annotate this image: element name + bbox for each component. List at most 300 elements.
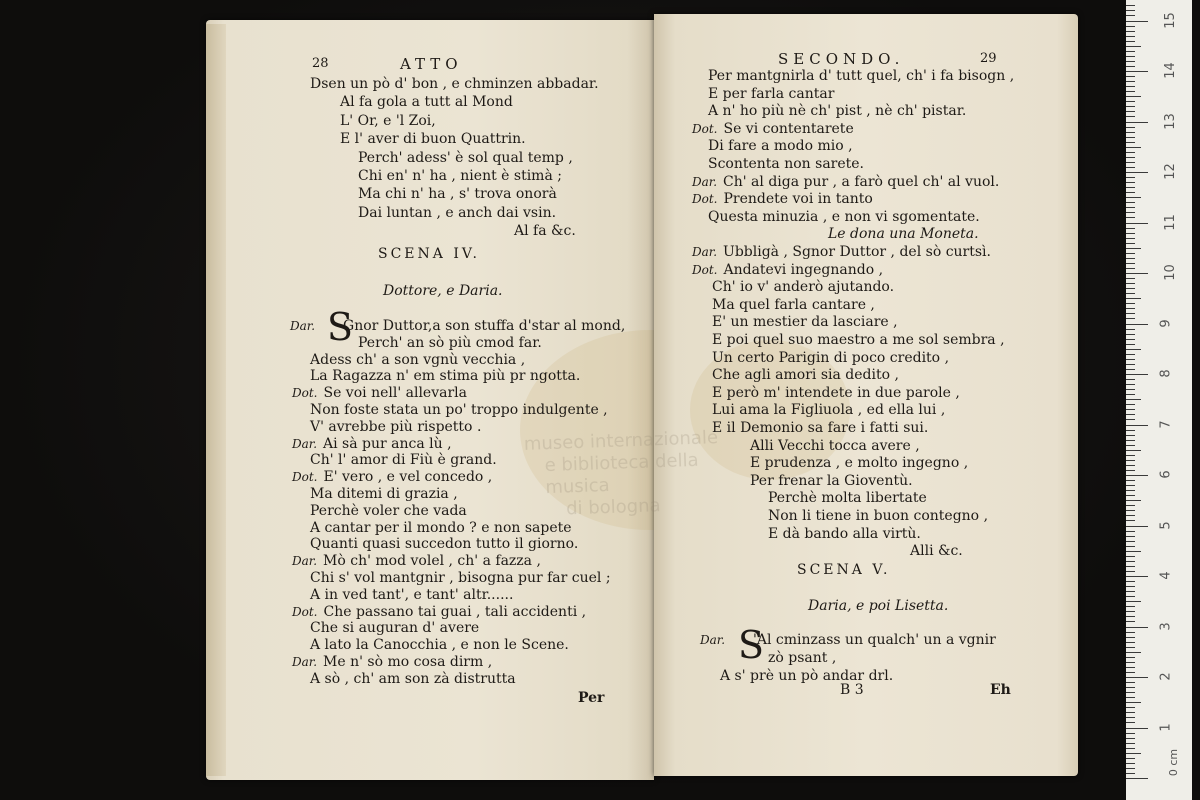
text-line bbox=[310, 587, 513, 603]
line-text: Di fare a modo mio , bbox=[708, 138, 853, 155]
ruler-tick bbox=[1126, 167, 1135, 168]
ruler-tick bbox=[1126, 157, 1135, 158]
text-line bbox=[310, 352, 525, 368]
ruler-tick bbox=[1126, 364, 1135, 365]
line-text: A cantar per il mondo ? e non sapete bbox=[310, 519, 572, 536]
ruler-number: 9 bbox=[1158, 318, 1174, 328]
ruler-tick bbox=[1126, 76, 1135, 77]
ruler-number: 3 bbox=[1158, 621, 1174, 631]
text-line bbox=[692, 191, 873, 207]
text-line bbox=[310, 520, 572, 536]
line-text: Non foste stata un po' troppo indulgente , bbox=[310, 402, 608, 418]
ruler-tick bbox=[1126, 632, 1135, 633]
ruler-tick bbox=[1126, 142, 1135, 143]
line-text: Al fa gola a tutt al Mond bbox=[340, 94, 513, 111]
ruler-tick bbox=[1126, 753, 1141, 754]
text-line bbox=[292, 436, 452, 452]
text-line bbox=[768, 490, 927, 506]
text-line bbox=[708, 209, 980, 225]
ruler-tick bbox=[1126, 111, 1135, 112]
ruler-tick bbox=[1126, 490, 1135, 491]
ruler-tick bbox=[1126, 298, 1141, 299]
ruler-tick bbox=[1126, 510, 1135, 511]
ruler-tick bbox=[1126, 132, 1135, 133]
text-line bbox=[358, 168, 562, 184]
ruler-tick bbox=[1126, 440, 1135, 441]
speaker-label: Dot. bbox=[692, 262, 718, 277]
ruler-tick bbox=[1126, 182, 1135, 183]
ruler-tick bbox=[1126, 197, 1141, 198]
page-number-left: 28 bbox=[312, 56, 329, 71]
text-line bbox=[692, 262, 883, 278]
ruler-tick bbox=[1126, 187, 1135, 188]
measurement-ruler bbox=[1126, 0, 1192, 800]
ruler-tick bbox=[1126, 652, 1141, 653]
line-text: Perchè voler che vada bbox=[310, 502, 467, 519]
ruler-number: 11 bbox=[1162, 213, 1178, 231]
line-text: Per mantgnirla d' tutt quel, ch' i fa bisogn , bbox=[708, 68, 1015, 84]
ruler-tick bbox=[1126, 122, 1148, 123]
ruler-tick bbox=[1126, 374, 1148, 375]
ruler-tick bbox=[1126, 147, 1141, 148]
ruler-tick bbox=[1126, 445, 1135, 446]
ruler-tick bbox=[1126, 268, 1135, 269]
ruler-tick bbox=[1126, 465, 1135, 466]
line-text: A sò , ch' am son zà distrutta bbox=[310, 670, 516, 687]
speaker-label: Dar. bbox=[292, 655, 318, 669]
ruler-tick bbox=[1126, 667, 1135, 668]
text-line bbox=[712, 420, 928, 436]
ruler-tick bbox=[1126, 637, 1135, 638]
ruler-tick bbox=[1126, 505, 1135, 506]
line-text: Andatevi ingegnando , bbox=[723, 261, 884, 278]
ruler-tick bbox=[1126, 616, 1135, 617]
line-text: E per farla cantar bbox=[708, 85, 835, 102]
text-line bbox=[310, 536, 578, 552]
text-line bbox=[712, 385, 960, 401]
text-line bbox=[310, 452, 497, 468]
text-line bbox=[310, 76, 599, 92]
speaker-label: Dar. bbox=[692, 174, 718, 189]
ruler-tick bbox=[1126, 687, 1135, 688]
line-text: Chi s' vol mantgnir , bisogna pur far cuel ; bbox=[310, 570, 611, 586]
ruler-tick bbox=[1126, 495, 1135, 496]
ruler-tick bbox=[1126, 778, 1148, 779]
text-line bbox=[712, 314, 898, 330]
text-line bbox=[310, 503, 467, 519]
ruler-tick bbox=[1126, 359, 1135, 360]
text-line bbox=[712, 367, 899, 383]
line-text: E poi quel suo maestro a me sol sembra , bbox=[712, 332, 1005, 348]
ruler-tick bbox=[1126, 293, 1135, 294]
ruler-tick bbox=[1126, 379, 1135, 380]
line-text: Ch' al diga pur , a farò quel ch' al vuol. bbox=[723, 173, 1000, 190]
ruler-tick bbox=[1126, 238, 1135, 239]
ruler-tick bbox=[1126, 192, 1135, 193]
line-text: Che agli amori sia dedito , bbox=[712, 367, 899, 384]
ruler-tick bbox=[1126, 450, 1141, 451]
ruler-tick bbox=[1126, 172, 1148, 173]
line-text: Perch' an sò più cmod far. bbox=[358, 334, 542, 351]
ruler-tick bbox=[1126, 369, 1135, 370]
ruler-unit-label: 0 cm bbox=[1167, 748, 1181, 777]
ruler-tick bbox=[1126, 647, 1135, 648]
line-text: E prudenza , e molto ingegno , bbox=[750, 455, 969, 472]
ruler-number: 15 bbox=[1162, 11, 1178, 29]
text-line bbox=[692, 244, 991, 260]
text-line bbox=[708, 86, 834, 102]
text-line bbox=[708, 138, 853, 154]
ruler-tick bbox=[1126, 207, 1135, 208]
catchword-right: Eh bbox=[990, 682, 1011, 698]
ruler-tick bbox=[1126, 339, 1135, 340]
text-line bbox=[292, 654, 492, 670]
ruler-tick bbox=[1126, 15, 1135, 16]
line-text: 'Al cminzass un qualch' un a vgnir bbox=[753, 632, 996, 648]
ruler-tick bbox=[1126, 318, 1135, 319]
speaker-label: Dot. bbox=[692, 121, 718, 136]
speaker-label: Dot. bbox=[292, 470, 318, 485]
characters-right: Daria, e poi Lisetta. bbox=[808, 598, 949, 614]
ruler-tick bbox=[1126, 61, 1135, 62]
line-text: Ch' io v' anderò ajutando. bbox=[712, 279, 895, 296]
ruler-number: 12 bbox=[1162, 163, 1178, 180]
ruler-tick bbox=[1126, 31, 1135, 32]
text-line bbox=[708, 103, 966, 119]
ruler-tick bbox=[1126, 86, 1135, 87]
ruler-tick bbox=[1126, 329, 1135, 330]
text-line bbox=[708, 156, 864, 172]
ruler-tick bbox=[1126, 263, 1135, 264]
line-text: Ch' l' amor di Fiù è grand. bbox=[310, 452, 497, 469]
line-text: A lato la Canocchia , e non le Scene. bbox=[310, 637, 569, 654]
ruler-tick bbox=[1126, 748, 1135, 749]
line-text: E dà bando alla virtù. bbox=[768, 525, 921, 542]
text-line bbox=[310, 419, 481, 435]
text-line bbox=[910, 543, 963, 559]
text-line bbox=[828, 226, 979, 242]
ruler-tick bbox=[1126, 526, 1148, 527]
ruler-tick bbox=[1126, 248, 1141, 249]
line-text: Alli Vecchi tocca avere , bbox=[750, 437, 920, 454]
text-line bbox=[292, 553, 541, 569]
ruler-tick bbox=[1126, 217, 1135, 218]
line-text: E però m' intendete in due parole , bbox=[712, 384, 960, 401]
ruler-tick bbox=[1126, 682, 1135, 683]
ruler-number: 6 bbox=[1158, 470, 1174, 479]
ruler-tick bbox=[1126, 5, 1135, 6]
ruler-number: 13 bbox=[1162, 112, 1178, 130]
text-line bbox=[310, 486, 458, 502]
ruler-tick bbox=[1126, 389, 1135, 390]
speaker-label: Dar. bbox=[692, 245, 718, 259]
text-line bbox=[340, 94, 513, 110]
line-text: Adess ch' a son vgnù vecchia , bbox=[310, 351, 526, 368]
ruler-tick bbox=[1126, 475, 1148, 476]
ruler-tick bbox=[1126, 308, 1135, 309]
ruler-tick bbox=[1126, 611, 1135, 612]
text-line bbox=[310, 368, 580, 384]
ruler-tick bbox=[1126, 354, 1135, 355]
ruler-tick bbox=[1126, 738, 1135, 739]
speaker-label: Dar. bbox=[292, 554, 318, 569]
line-text: Gnor Duttor,a son stuffa d'star al mond, bbox=[343, 318, 626, 334]
ruler-tick bbox=[1126, 692, 1135, 693]
ruler-tick bbox=[1126, 717, 1135, 718]
running-head-left: ATTO bbox=[400, 55, 463, 73]
ruler-tick bbox=[1126, 520, 1135, 521]
watermark-line: museo internazionale bbox=[523, 427, 719, 455]
text-line bbox=[712, 297, 875, 313]
line-text: E' un mestier da lasciare , bbox=[712, 314, 898, 331]
line-text: Quanti quasi succedon tutto il giorno. bbox=[310, 536, 579, 553]
ruler-tick bbox=[1126, 586, 1135, 587]
line-text: E' vero , e vel concedo , bbox=[323, 469, 493, 486]
text-line bbox=[358, 150, 573, 166]
ruler-tick bbox=[1126, 71, 1148, 72]
line-text: Che si auguran d' avere bbox=[310, 620, 480, 637]
line-text: Al fa &c. bbox=[514, 223, 576, 240]
line-text: V' avrebbe più rispetto . bbox=[310, 418, 482, 435]
ruler-tick bbox=[1126, 10, 1135, 11]
text-line bbox=[340, 113, 436, 129]
ruler-tick bbox=[1126, 677, 1148, 678]
line-text: Ma chi n' ha , s' trova onorà bbox=[358, 186, 557, 203]
line-text: E l' aver di buon Quattrin. bbox=[340, 131, 526, 148]
ruler-tick bbox=[1126, 566, 1135, 567]
ruler-tick bbox=[1126, 96, 1141, 97]
ruler-tick bbox=[1126, 470, 1135, 471]
line-text: zò psant , bbox=[768, 650, 837, 666]
text-line bbox=[720, 668, 893, 684]
text-line bbox=[768, 508, 988, 524]
scene-title-left: SCENA IV. bbox=[378, 246, 480, 262]
speaker-label: Dot. bbox=[692, 192, 718, 207]
text-line bbox=[310, 620, 479, 636]
speaker-label: Dot. bbox=[292, 386, 318, 401]
line-text: Per frenar la Gioventù. bbox=[750, 472, 913, 489]
line-text: Prendete voi in tanto bbox=[723, 191, 873, 208]
text-line bbox=[700, 632, 996, 648]
ruler-tick bbox=[1126, 127, 1135, 128]
dropcap-right: S bbox=[738, 623, 765, 667]
ruler-tick bbox=[1126, 106, 1135, 107]
line-text: Perch' adess' è sol qual temp , bbox=[358, 149, 573, 166]
text-line bbox=[514, 223, 576, 239]
ruler-tick bbox=[1126, 334, 1135, 335]
ruler-tick bbox=[1126, 81, 1135, 82]
ruler-tick bbox=[1126, 627, 1148, 628]
ruler-tick bbox=[1126, 561, 1135, 562]
ruler-tick bbox=[1126, 662, 1135, 663]
ruler-number: 7 bbox=[1158, 419, 1174, 429]
ruler-tick bbox=[1126, 743, 1135, 744]
ruler-tick bbox=[1126, 531, 1135, 532]
ruler-tick bbox=[1126, 414, 1135, 415]
ruler-tick bbox=[1126, 546, 1135, 547]
ruler-tick bbox=[1126, 425, 1148, 426]
line-text: Ma quel farla cantare , bbox=[712, 296, 875, 313]
ruler-tick bbox=[1126, 152, 1135, 153]
line-text: A s' prè un pò andar drl. bbox=[720, 668, 894, 684]
ruler-tick bbox=[1126, 399, 1141, 400]
ruler-tick bbox=[1126, 460, 1135, 461]
line-text: Questa minuzia , e non vi sgomentate. bbox=[708, 208, 980, 225]
watermark-line: e biblioteca della musica bbox=[544, 449, 699, 499]
ruler-tick bbox=[1126, 480, 1135, 481]
ruler-tick bbox=[1126, 384, 1135, 385]
characters-left: Dottore, e Daria. bbox=[383, 283, 503, 299]
text-line bbox=[358, 186, 557, 202]
ruler-tick bbox=[1126, 642, 1135, 643]
ruler-tick bbox=[1126, 137, 1135, 138]
ruler-tick bbox=[1126, 26, 1135, 27]
line-text: Dai luntan , e anch dai vsin. bbox=[358, 204, 557, 221]
text-line bbox=[310, 402, 608, 418]
text-line bbox=[310, 570, 611, 586]
text-line bbox=[692, 174, 999, 190]
line-text: Se vi contentarete bbox=[723, 120, 854, 137]
ruler-tick bbox=[1126, 606, 1135, 607]
ruler-tick bbox=[1126, 21, 1148, 22]
ruler-tick bbox=[1126, 258, 1135, 259]
line-text: Ubbligà , Sgnor Duttor , del sò curtsì. bbox=[723, 244, 991, 260]
line-text: Un certo Parigin di poco credito , bbox=[712, 349, 950, 366]
line-text: Chi en' n' ha , nient è stimà ; bbox=[358, 168, 562, 184]
line-text: Alli &c. bbox=[910, 543, 963, 560]
line-text: Mò ch' mod volel , ch' a fazza , bbox=[323, 553, 541, 570]
ruler-tick bbox=[1126, 500, 1141, 501]
text-line bbox=[292, 385, 467, 401]
line-text: Me n' sò mo cosa dirm , bbox=[323, 654, 493, 670]
ruler-tick bbox=[1126, 657, 1135, 658]
ruler-tick bbox=[1126, 536, 1135, 537]
ruler-tick bbox=[1126, 571, 1135, 572]
ruler-tick bbox=[1126, 288, 1135, 289]
ruler-tick bbox=[1126, 733, 1135, 734]
ruler-tick bbox=[1126, 435, 1135, 436]
line-text: La Ragazza n' em stima più pr ngotta. bbox=[310, 368, 581, 385]
ruler-tick bbox=[1126, 116, 1135, 117]
ruler-tick bbox=[1126, 233, 1135, 234]
ruler-tick bbox=[1126, 581, 1135, 582]
ruler-tick bbox=[1126, 228, 1135, 229]
running-head-right: SECONDO. bbox=[778, 50, 905, 68]
text-line bbox=[290, 318, 625, 334]
line-text: E il Demonio sa fare i fatti sui. bbox=[712, 420, 929, 436]
ruler-tick bbox=[1126, 773, 1135, 774]
ruler-tick bbox=[1126, 212, 1135, 213]
ruler-tick bbox=[1126, 278, 1135, 279]
ruler-tick bbox=[1126, 768, 1135, 769]
text-line bbox=[712, 279, 894, 295]
ruler-tick bbox=[1126, 419, 1135, 420]
text-line bbox=[340, 131, 526, 147]
text-line bbox=[768, 526, 921, 542]
speaker-label: Dar. bbox=[290, 319, 316, 333]
ruler-tick bbox=[1126, 576, 1148, 577]
page-edge bbox=[206, 24, 226, 776]
ruler-tick bbox=[1126, 515, 1135, 516]
text-line bbox=[750, 455, 968, 471]
ruler-tick bbox=[1126, 394, 1135, 395]
ruler-tick bbox=[1126, 485, 1135, 486]
ruler-number: 4 bbox=[1158, 571, 1174, 580]
speaker-label: Dar. bbox=[292, 436, 318, 451]
ruler-tick bbox=[1126, 722, 1135, 723]
ruler-number: 14 bbox=[1162, 62, 1178, 79]
text-line bbox=[712, 350, 949, 366]
text-line bbox=[310, 637, 569, 653]
line-text: Non li tiene in buon contegno , bbox=[768, 508, 989, 524]
scene-title-right: SCENA V. bbox=[797, 562, 891, 578]
text-line bbox=[712, 402, 945, 418]
text-line bbox=[712, 332, 1005, 348]
text-line bbox=[708, 68, 1014, 84]
ruler-tick bbox=[1126, 36, 1135, 37]
ruler-tick bbox=[1126, 66, 1135, 67]
line-text: Ai sà pur anca lù , bbox=[323, 435, 452, 452]
ruler-tick bbox=[1126, 707, 1135, 708]
text-line bbox=[358, 205, 556, 221]
ruler-tick bbox=[1126, 541, 1135, 542]
ruler-number: 8 bbox=[1158, 369, 1174, 378]
ruler-tick bbox=[1126, 177, 1135, 178]
ruler-tick bbox=[1126, 712, 1135, 713]
ruler-tick bbox=[1126, 430, 1135, 431]
dropcap-left: S bbox=[327, 305, 354, 349]
ruler-tick bbox=[1126, 409, 1135, 410]
ruler-tick bbox=[1126, 596, 1135, 597]
ruler-tick bbox=[1126, 283, 1135, 284]
ruler-tick bbox=[1126, 621, 1135, 622]
ruler-number: 10 bbox=[1162, 264, 1178, 281]
ruler-tick bbox=[1126, 591, 1135, 592]
ruler-number: 5 bbox=[1158, 520, 1174, 530]
ruler-tick bbox=[1126, 162, 1135, 163]
ruler-tick bbox=[1126, 243, 1135, 244]
ruler-tick bbox=[1126, 763, 1135, 764]
ruler-tick bbox=[1126, 223, 1148, 224]
speaker-label: Dar. bbox=[700, 633, 726, 647]
line-text: Lui ama la Figliuola , ed ella lui , bbox=[712, 402, 946, 419]
ruler-tick bbox=[1126, 404, 1135, 405]
catchword-left: Per bbox=[578, 690, 605, 706]
text-line bbox=[750, 473, 913, 489]
line-text: Le dona una Moneta. bbox=[828, 226, 979, 243]
ruler-tick bbox=[1126, 303, 1135, 304]
line-text: Perchè molta libertate bbox=[768, 490, 927, 507]
ruler-tick bbox=[1126, 202, 1135, 203]
text-line bbox=[358, 335, 542, 351]
text-line bbox=[750, 438, 920, 454]
library-watermark bbox=[524, 426, 747, 522]
ruler-tick bbox=[1126, 91, 1135, 92]
text-line bbox=[292, 469, 492, 485]
text-line bbox=[310, 671, 516, 687]
ruler-tick bbox=[1126, 697, 1135, 698]
ruler-tick bbox=[1126, 728, 1148, 729]
line-text: Se voi nell' allevarla bbox=[323, 385, 467, 402]
ruler-number: 2 bbox=[1158, 672, 1174, 681]
ruler-tick bbox=[1126, 51, 1135, 52]
line-text: A in ved tant', e tant' altr...... bbox=[310, 586, 514, 603]
ruler-tick bbox=[1126, 556, 1135, 557]
text-line bbox=[292, 604, 586, 620]
line-text: A n' ho più nè ch' pist , nè ch' pistar. bbox=[708, 103, 967, 120]
ruler-tick bbox=[1126, 344, 1135, 345]
ruler-tick bbox=[1126, 313, 1135, 314]
